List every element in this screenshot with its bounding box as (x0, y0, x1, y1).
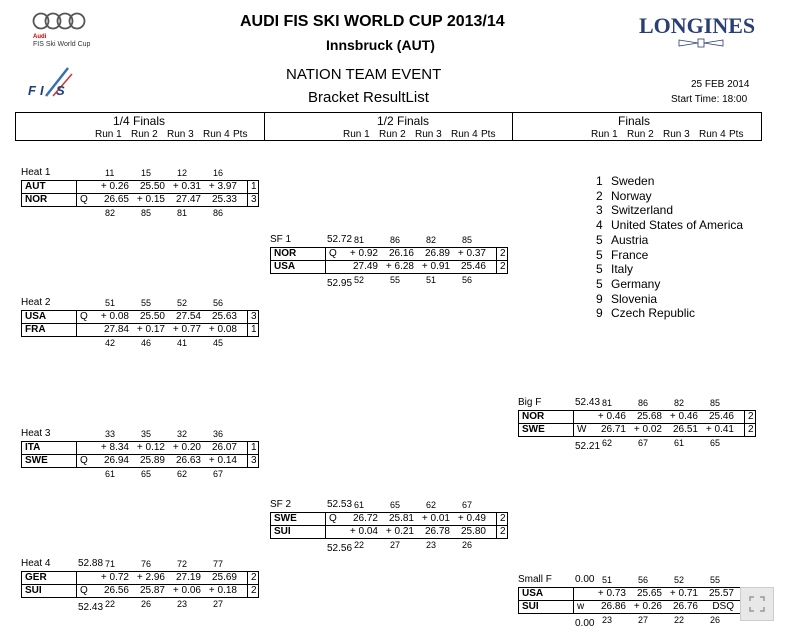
match-label: Big F (518, 397, 542, 408)
points-divider (247, 571, 248, 598)
run-time: + 0.72 (100, 572, 129, 583)
bib-number: 65 (390, 500, 401, 510)
column-run-header: Pts (481, 129, 496, 140)
match-time-bottom: 52.21 (575, 441, 601, 452)
bib-number: 55 (710, 575, 721, 585)
match-time-bottom: 52.43 (78, 602, 104, 613)
run-time: 25.50 (139, 311, 165, 322)
run-time: DSQ (712, 601, 734, 612)
run-time: 26.51 (672, 424, 698, 435)
match-label: Heat 2 (21, 297, 51, 308)
match-label: Small F (518, 574, 552, 585)
run-time: + 0.26 (100, 181, 129, 192)
run-time: 26.86 (600, 601, 626, 612)
run-time: 25.81 (388, 513, 414, 524)
bib-number: 23 (426, 540, 437, 550)
run-time: + 0.08 (100, 311, 129, 322)
bib-number: 22 (105, 599, 116, 609)
bib-number: 86 (390, 235, 401, 245)
column-run-header: Run 4 (699, 129, 726, 140)
bib-number: 67 (213, 469, 224, 479)
bib-number: 77 (213, 559, 224, 569)
run-time: 27.54 (175, 311, 201, 322)
run-time: + 0.02 (633, 424, 662, 435)
bib-number: 52 (354, 275, 365, 285)
run-time: + 0.08 (208, 324, 237, 335)
bib-number: 32 (177, 429, 188, 439)
quarter-finals-title: 1/4 Finals (113, 114, 166, 128)
column-run-header: Run 3 (415, 129, 442, 140)
column-run-header: Run 3 (663, 129, 690, 140)
run-time: 27.49 (352, 261, 378, 272)
points: 2 (748, 411, 754, 422)
nation-code: NOR (25, 194, 48, 205)
nation-code: SWE (522, 424, 545, 435)
bib-number: 62 (426, 500, 437, 510)
points: 2 (748, 424, 754, 435)
bib-number: 23 (602, 615, 613, 625)
nation-code: SWE (25, 455, 48, 466)
nation-code: SUI (25, 585, 42, 596)
nation-divider (325, 247, 326, 274)
nation-divider (76, 571, 77, 598)
nation-code: SUI (274, 526, 291, 537)
rank-nation: Sweden (611, 174, 655, 188)
run-time: + 0.91 (421, 261, 450, 272)
run-time: 25.46 (460, 261, 486, 272)
run-time: 26.16 (388, 248, 414, 259)
rank-number: 1 (596, 174, 603, 188)
run-time: 26.63 (175, 455, 201, 466)
bib-number: 11 (105, 168, 115, 178)
points: 2 (500, 261, 506, 272)
points: 2 (500, 526, 506, 537)
column-run-header: Run 2 (131, 129, 158, 140)
points-divider (247, 441, 248, 468)
bib-number: 81 (602, 398, 613, 408)
start-time: Start Time: 18:00 (671, 94, 748, 105)
run-time: 26.94 (103, 455, 129, 466)
bib-number: 72 (177, 559, 188, 569)
qualifier-mark: Q (80, 585, 88, 596)
run-time: 26.71 (600, 424, 626, 435)
nation-divider (76, 441, 77, 468)
bib-number: 52 (177, 298, 188, 308)
run-time: 27.19 (175, 572, 201, 583)
run-time: 26.07 (211, 442, 237, 453)
longines-logo: LONGINES (639, 13, 756, 38)
run-time: + 0.18 (208, 585, 237, 596)
points: 1 (251, 324, 257, 335)
run-time: + 0.17 (136, 324, 165, 335)
bib-number: 56 (462, 275, 473, 285)
nation-code: GER (25, 572, 47, 583)
points: 1 (251, 181, 257, 192)
points: 2 (251, 572, 257, 583)
nation-divider (573, 587, 574, 614)
points-divider (496, 247, 497, 274)
bib-number: 36 (213, 429, 224, 439)
run-time: + 0.46 (597, 411, 626, 422)
run-time: + 0.73 (597, 588, 626, 599)
nation-code: ITA (25, 442, 41, 453)
column-run-header: Run 4 (451, 129, 478, 140)
match-label: SF 2 (270, 499, 292, 510)
bib-number: 62 (602, 438, 613, 448)
nation-code: AUT (25, 181, 46, 192)
run-time: 25.68 (636, 411, 662, 422)
rank-number: 2 (596, 188, 603, 203)
points: 3 (251, 194, 257, 205)
date: 25 FEB 2014 (691, 79, 750, 90)
match-label: Heat 1 (21, 167, 51, 178)
run-time: 25.87 (139, 585, 165, 596)
qualifier-mark: Q (80, 455, 88, 466)
match-label: SF 1 (270, 234, 292, 245)
nation-code: USA (274, 261, 296, 272)
rank-nation: Switzerland (611, 203, 674, 218)
bib-number: 56 (213, 298, 224, 308)
run-time: + 0.14 (208, 455, 237, 466)
rank-nation: United States of America (611, 218, 744, 233)
points-divider (496, 512, 497, 539)
rank-number: 5 (596, 276, 603, 291)
bib-number: 67 (462, 500, 473, 510)
column-run-header: Run 4 (203, 129, 230, 140)
bib-number: 65 (710, 438, 721, 448)
rank-nation: France (611, 247, 649, 262)
rank-nation: Germany (611, 276, 661, 291)
finals-title: Finals (618, 114, 651, 128)
points-divider (247, 310, 248, 337)
bib-number: 55 (141, 298, 152, 308)
points: 1 (251, 442, 257, 453)
nation-divider (325, 512, 326, 539)
run-time: + 0.12 (136, 442, 165, 453)
bib-number: 12 (177, 168, 188, 178)
qualifier-mark: w (577, 601, 585, 612)
qualifier-mark: W (577, 424, 587, 435)
match-time-top: 52.43 (575, 397, 601, 408)
bib-number: 71 (105, 559, 116, 569)
run-time: 26.72 (352, 513, 378, 524)
longines-wings-icon (676, 36, 726, 50)
run-time: + 0.71 (669, 588, 698, 599)
svg-text:I: I (40, 83, 44, 98)
rank-nation: Italy (611, 262, 634, 277)
points-divider (744, 410, 745, 437)
bib-number: 27 (638, 615, 649, 625)
bib-number: 56 (638, 575, 649, 585)
svg-text:S: S (56, 83, 65, 98)
run-time: 25.57 (708, 588, 734, 599)
match-time-top: 52.88 (78, 558, 104, 569)
bib-number: 42 (105, 338, 116, 348)
run-time: + 0.06 (172, 585, 201, 596)
bib-number: 61 (674, 438, 685, 448)
column-run-header: Pts (233, 129, 248, 140)
bib-number: 51 (602, 575, 613, 585)
rank-nation: Austria (611, 232, 649, 247)
run-time: 26.65 (103, 194, 129, 205)
run-time: 27.47 (175, 194, 201, 205)
qualifier-mark: Q (80, 194, 88, 205)
bib-number: 82 (426, 235, 437, 245)
bib-number: 86 (638, 398, 649, 408)
column-run-header: Run 3 (167, 129, 194, 140)
match-time-top: 52.53 (327, 499, 353, 510)
bib-number: 15 (141, 168, 152, 178)
run-time: + 0.04 (349, 526, 378, 537)
bib-number: 61 (105, 469, 116, 479)
audi-logo (32, 11, 88, 31)
points: 2 (251, 585, 257, 596)
nation-divider (573, 410, 574, 437)
run-time: + 0.41 (705, 424, 734, 435)
bib-number: 52 (674, 575, 685, 585)
bib-number: 16 (213, 168, 224, 178)
run-time: 25.69 (211, 572, 237, 583)
run-time: + 6.28 (385, 261, 414, 272)
run-time: + 0.49 (457, 513, 486, 524)
column-run-header: Run 1 (591, 129, 618, 140)
run-time: + 0.20 (172, 442, 201, 453)
qualifier-mark: Q (329, 248, 337, 259)
discipline-title: NATION TEAM EVENT (286, 66, 442, 83)
audi-subtitle: FIS Ski World Cup (33, 41, 91, 48)
bib-number: 82 (674, 398, 685, 408)
nation-code: SUI (522, 601, 539, 612)
svg-text:F: F (28, 83, 36, 98)
points: 2 (500, 248, 506, 259)
bib-number: 85 (462, 235, 473, 245)
run-time: + 2.96 (136, 572, 165, 583)
run-time: 27.84 (103, 324, 129, 335)
nation-code: NOR (274, 248, 297, 259)
bib-number: 67 (638, 438, 649, 448)
qualifier-mark: Q (329, 513, 337, 524)
rank-number: 9 (596, 306, 603, 321)
rank-number: 3 (596, 203, 603, 218)
bib-number: 86 (213, 208, 224, 218)
rank-nation: Slovenia (611, 291, 658, 306)
nation-code: SWE (274, 513, 297, 524)
bib-number: 85 (710, 398, 721, 408)
rank-number: 5 (596, 262, 603, 277)
run-time: 25.50 (139, 181, 165, 192)
run-time: + 0.15 (136, 194, 165, 205)
document-type: Bracket ResultList (308, 89, 429, 106)
bib-number: 81 (177, 208, 188, 218)
rank-nation: Czech Republic (611, 306, 696, 321)
points-divider (247, 180, 248, 207)
run-time: 26.89 (424, 248, 450, 259)
column-run-header: Pts (729, 129, 744, 140)
bib-number: 51 (426, 275, 437, 285)
points: 3 (251, 311, 257, 322)
match-time-bottom: 52.56 (327, 543, 353, 554)
nation-divider (76, 180, 77, 207)
bib-number: 61 (354, 500, 365, 510)
nation-code: FRA (25, 324, 46, 335)
nation-code: NOR (522, 411, 545, 422)
rank-number: 9 (596, 291, 603, 306)
qualifier-mark: Q (80, 311, 88, 322)
run-time: + 0.46 (669, 411, 698, 422)
run-time: + 3.97 (208, 181, 237, 192)
points: 2 (500, 513, 506, 524)
bib-number: 62 (177, 469, 188, 479)
venue: Innsbruck (AUT) (326, 37, 435, 53)
bib-number: 22 (674, 615, 685, 625)
nation-divider (76, 310, 77, 337)
run-time: 26.78 (424, 526, 450, 537)
bib-number: 51 (105, 298, 116, 308)
bib-number: 27 (390, 540, 401, 550)
bib-number: 65 (141, 469, 152, 479)
bib-number: 33 (105, 429, 116, 439)
bib-number: 46 (141, 338, 152, 348)
run-time: 25.63 (211, 311, 237, 322)
rank-number: 5 (596, 247, 603, 262)
bib-number: 41 (177, 338, 188, 348)
nation-code: USA (522, 588, 544, 599)
run-time: + 0.77 (172, 324, 201, 335)
rank-number: 5 (596, 232, 603, 247)
run-time: 25.65 (636, 588, 662, 599)
column-run-header: Run 1 (95, 129, 122, 140)
match-time-bottom: 52.95 (327, 278, 353, 289)
match-label: Heat 4 (21, 558, 51, 569)
rank-nation: Norway (611, 188, 652, 203)
points: 3 (251, 455, 257, 466)
bib-number: 85 (141, 208, 152, 218)
match-time-bottom: 0.00 (575, 618, 595, 629)
bib-number: 45 (213, 338, 224, 348)
bib-number: 82 (105, 208, 116, 218)
bib-number: 26 (710, 615, 721, 625)
run-time: + 8.34 (100, 442, 129, 453)
bib-number: 26 (462, 540, 473, 550)
bib-number: 26 (141, 599, 152, 609)
bib-number: 55 (390, 275, 401, 285)
run-time: + 0.31 (172, 181, 201, 192)
expand-icon[interactable] (740, 587, 774, 621)
semi-finals-title: 1/2 Finals (377, 114, 430, 128)
nation-code: USA (25, 311, 47, 322)
column-run-header: Run 2 (379, 129, 406, 140)
event-title: AUDI FIS SKI WORLD CUP 2013/14 (240, 13, 505, 30)
run-time: + 0.26 (633, 601, 662, 612)
match-time-top: 0.00 (575, 574, 595, 585)
match-time-top: 52.72 (327, 234, 353, 245)
bib-number: 81 (354, 235, 365, 245)
match-label: Heat 3 (21, 428, 51, 439)
rank-number: 4 (596, 218, 603, 233)
run-time: 25.80 (460, 526, 486, 537)
run-time: 25.89 (139, 455, 165, 466)
run-time: 25.33 (211, 194, 237, 205)
fis-logo (26, 66, 74, 100)
run-time: 26.76 (672, 601, 698, 612)
bib-number: 23 (177, 599, 188, 609)
bib-number: 22 (354, 540, 365, 550)
bib-number: 27 (213, 599, 224, 609)
column-run-header: Run 2 (627, 129, 654, 140)
bib-number: 76 (141, 559, 152, 569)
run-time: + 0.01 (421, 513, 450, 524)
column-run-header: Run 1 (343, 129, 370, 140)
audi-brand: Audi (33, 34, 47, 40)
run-time: + 0.92 (349, 248, 378, 259)
run-time: + 0.37 (457, 248, 486, 259)
run-time: 26.56 (103, 585, 129, 596)
run-time: 25.46 (708, 411, 734, 422)
bib-number: 35 (141, 429, 152, 439)
run-time: + 0.21 (385, 526, 414, 537)
